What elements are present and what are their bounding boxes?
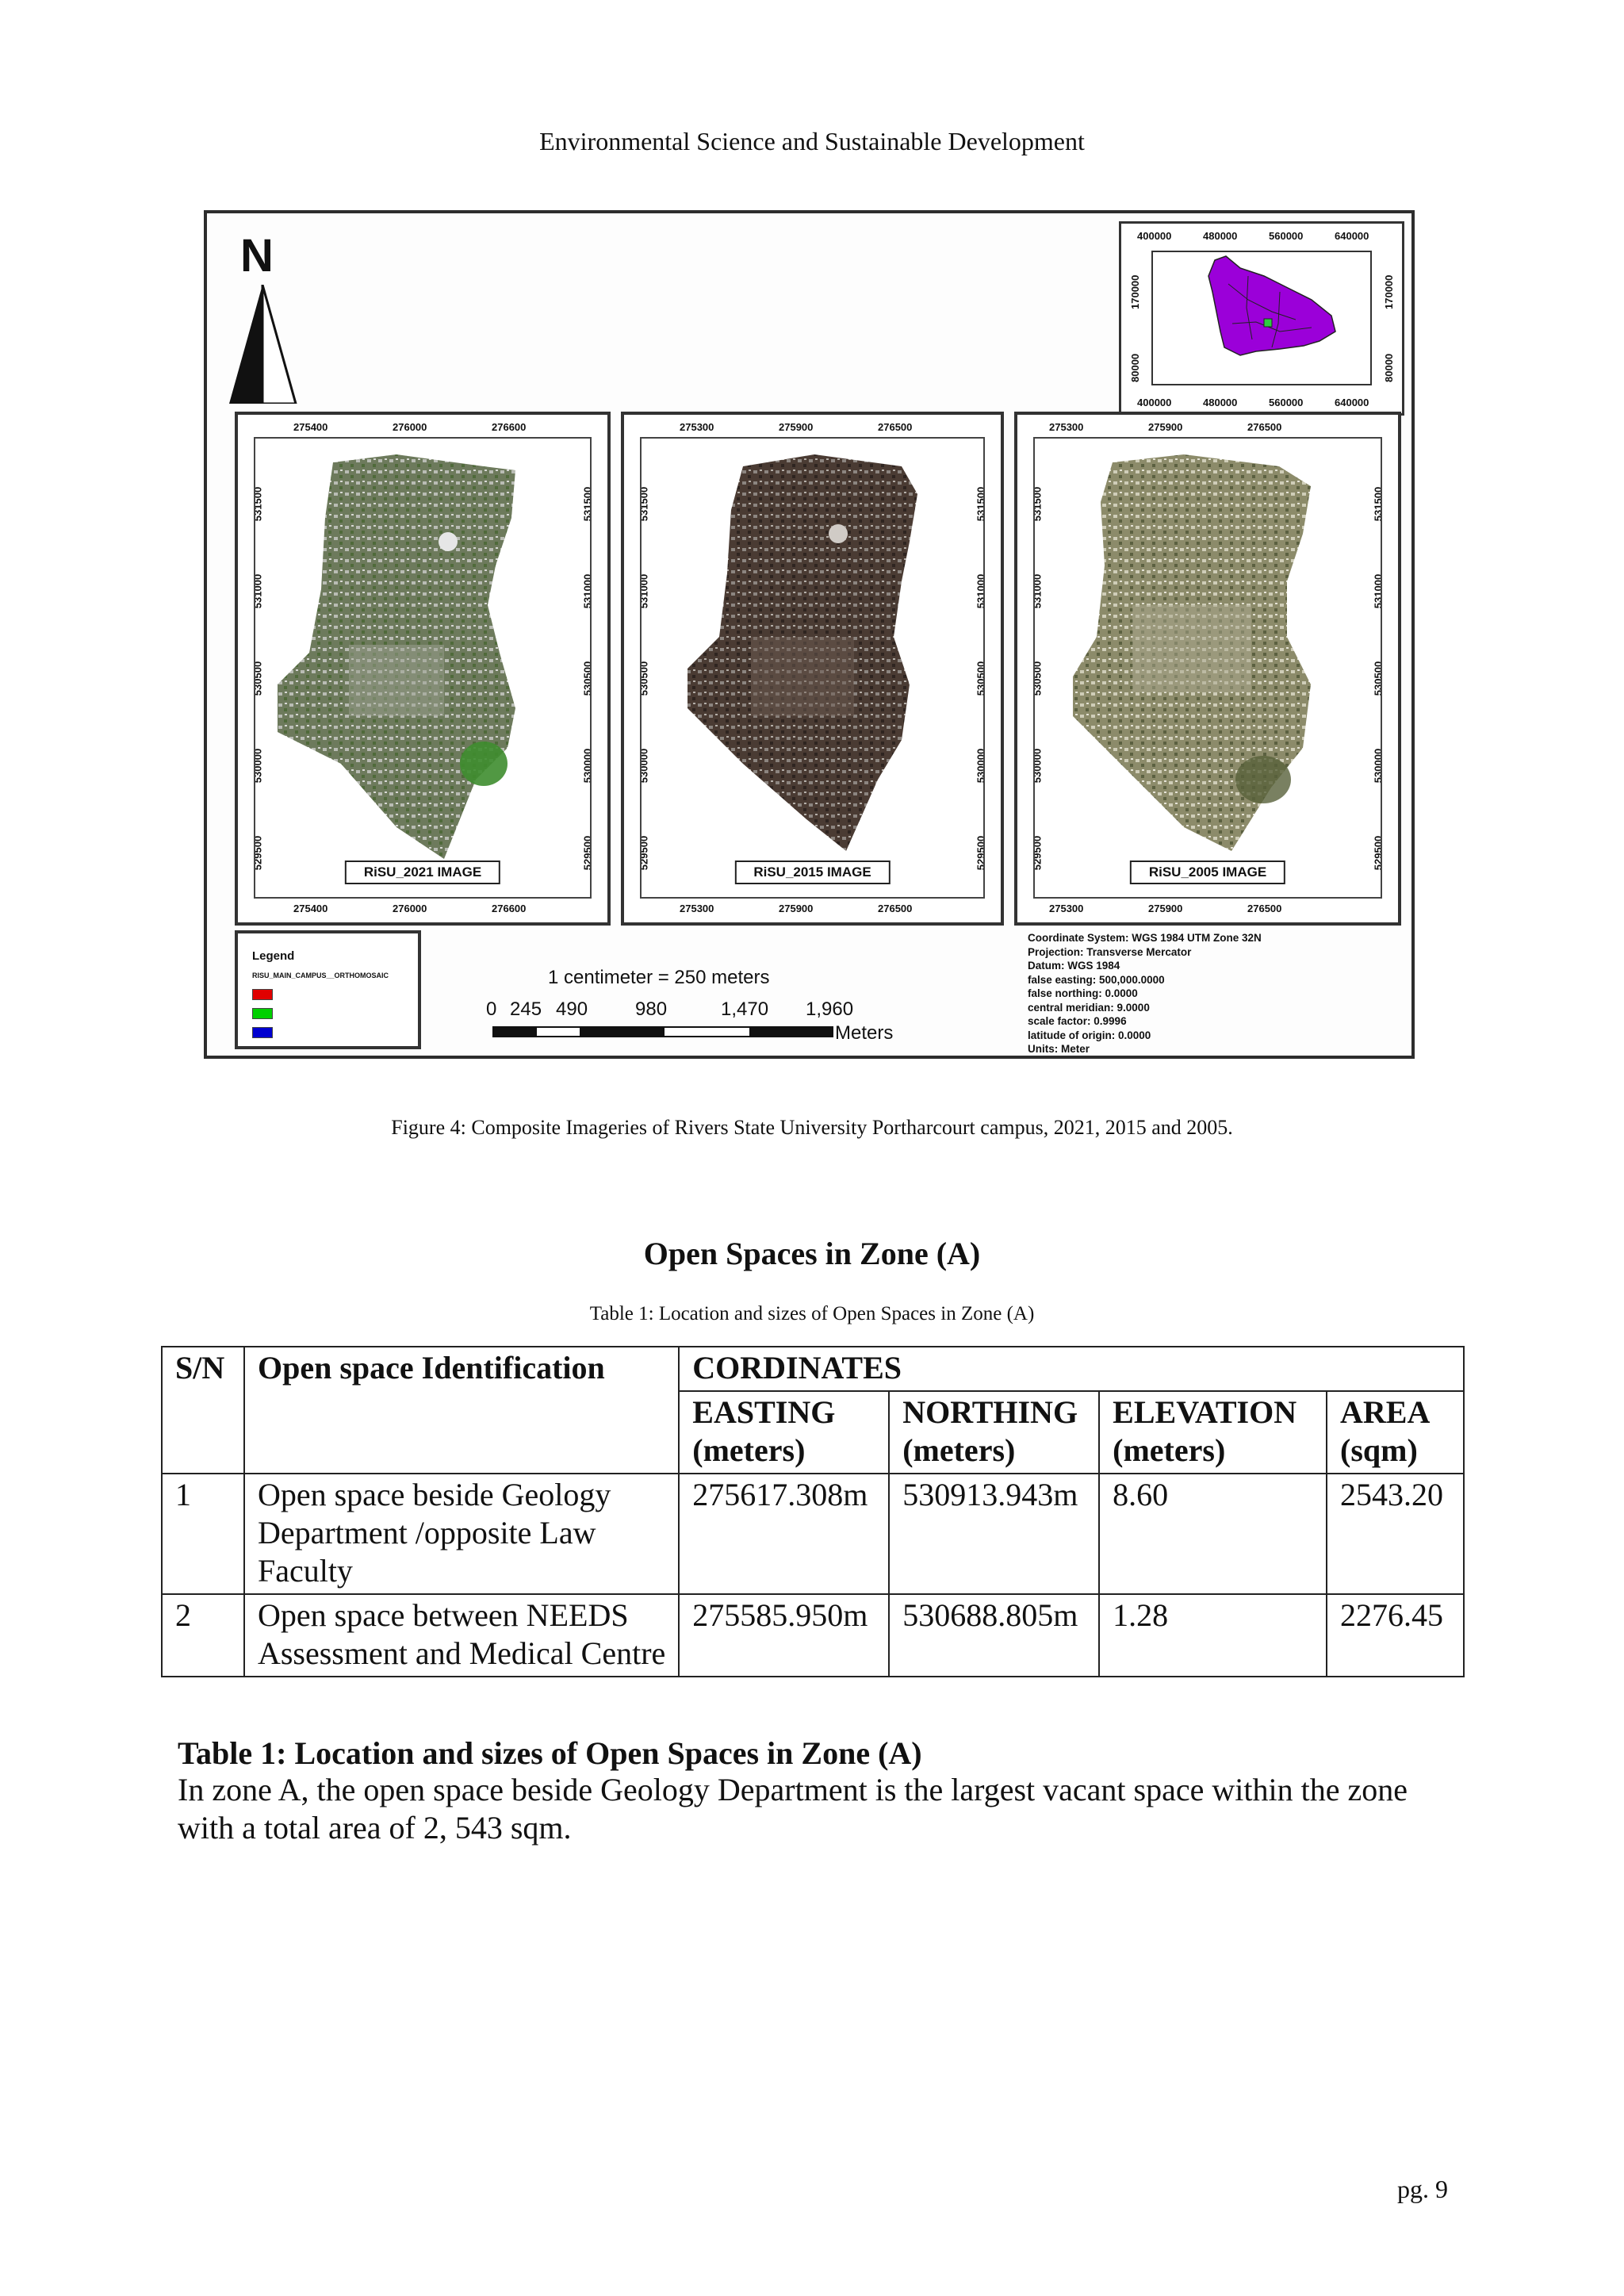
x-tick: 275300 xyxy=(1049,421,1084,433)
y-tick: 529500 xyxy=(251,835,264,871)
map-legend xyxy=(235,930,421,1049)
scale-label: 0 xyxy=(486,999,497,1020)
inset-y-tick: 170000 xyxy=(1383,274,1395,309)
header-sn: S/N xyxy=(162,1347,244,1474)
y-tick: 530000 xyxy=(251,748,264,784)
cell-elevation: 1.28 xyxy=(1099,1594,1327,1677)
x-tick: 275900 xyxy=(779,903,814,914)
cell-identification: Open space beside Geology Department /opposite Law Faculty xyxy=(244,1474,679,1594)
north-arrow-icon xyxy=(223,285,302,404)
scale-label: 245 xyxy=(510,999,542,1020)
cell-area: 2276.45 xyxy=(1327,1594,1464,1677)
x-tick: 276500 xyxy=(878,421,913,433)
y-tick: 531500 xyxy=(1372,486,1385,522)
y-tick: 531000 xyxy=(1031,573,1044,609)
running-header: Environmental Science and Sustainable Development xyxy=(539,127,1085,155)
y-tick: 530500 xyxy=(1031,661,1044,696)
y-tick: 529500 xyxy=(975,835,987,871)
cell-sn: 1 xyxy=(162,1474,244,1594)
y-tick: 531500 xyxy=(1031,486,1044,522)
section-title: Open Spaces in Zone (A) xyxy=(643,1236,981,1271)
x-tick: 276500 xyxy=(878,903,913,914)
x-tick: 276000 xyxy=(393,903,427,914)
y-tick: 530500 xyxy=(581,661,594,696)
page-number: pg. 9 xyxy=(1397,2175,1448,2203)
table-row xyxy=(162,1594,1464,1677)
y-tick: 530500 xyxy=(1372,661,1385,696)
y-tick: 531500 xyxy=(251,486,264,522)
coord-line: false northing: 0.0000 xyxy=(1028,987,1138,999)
y-tick: 529500 xyxy=(638,835,650,871)
inset-x-tick-top: 480000 xyxy=(1203,230,1238,242)
x-tick: 276600 xyxy=(492,903,527,914)
y-tick: 531000 xyxy=(638,573,650,609)
y-tick: 531000 xyxy=(581,573,594,609)
legend-swatch-red xyxy=(252,989,273,1000)
x-tick: 275300 xyxy=(680,421,714,433)
coord-line: scale factor: 0.9996 xyxy=(1028,1015,1127,1027)
panel-label: RiSU_2021 IMAGE xyxy=(345,861,500,884)
cell-elevation: 8.60 xyxy=(1099,1474,1327,1594)
x-tick: 276500 xyxy=(1247,421,1282,433)
inset-x-tick-bottom: 480000 xyxy=(1203,397,1238,408)
table-caption: Table 1: Location and sizes of Open Spaces in Zone (A) xyxy=(589,1303,1035,1324)
x-tick: 275900 xyxy=(1148,903,1183,914)
coord-line: Units: Meter xyxy=(1028,1043,1090,1055)
coordinate-system-info xyxy=(1028,931,1400,1056)
inset-x-tick-bottom: 560000 xyxy=(1269,397,1304,408)
y-tick: 531000 xyxy=(251,573,264,609)
north-arrow xyxy=(223,229,310,404)
panel-label: RiSU_2005 IMAGE xyxy=(1130,861,1285,884)
panel-label: RiSU_2015 IMAGE xyxy=(734,861,890,884)
inset-location-map xyxy=(1119,221,1404,416)
legend-swatch-blue xyxy=(252,1027,273,1038)
y-tick: 531000 xyxy=(1372,573,1385,609)
y-tick: 530000 xyxy=(975,748,987,784)
legend-swatch-green xyxy=(252,1008,273,1019)
inset-x-tick-top: 640000 xyxy=(1335,230,1369,242)
scale-label: 980 xyxy=(635,999,668,1020)
header-identification: Open space Identification xyxy=(244,1347,679,1474)
inset-x-tick-top: 400000 xyxy=(1137,230,1172,242)
x-tick: 276600 xyxy=(492,421,527,433)
cell-identification: Open space between NEEDS Assessment and Medical Centre xyxy=(244,1594,679,1677)
header-northing: NORTHING (meters) xyxy=(889,1391,1099,1474)
figure-caption: Figure 4: Composite Imageries of Rivers State University Portharcourt campus, 2021, 2015 and 2005. xyxy=(391,1116,1233,1139)
cell-easting: 275617.308m xyxy=(679,1474,889,1594)
y-tick: 531500 xyxy=(975,486,987,522)
coord-line: false easting: 500,000.0000 xyxy=(1028,973,1165,986)
scale-unit: Meters xyxy=(835,1022,894,1044)
y-tick: 530000 xyxy=(638,748,650,784)
map-panel-2005 xyxy=(1014,412,1401,926)
inset-x-tick-top: 560000 xyxy=(1269,230,1304,242)
table-row xyxy=(162,1474,1464,1594)
scale-label: 1,470 xyxy=(721,999,769,1020)
rivers-state-shape xyxy=(1153,252,1370,384)
x-tick: 276500 xyxy=(1247,903,1282,914)
inset-map-frame xyxy=(1151,251,1372,385)
legend-subtitle: RISU_MAIN_CAMPUS__ORTHOMOSAIC xyxy=(252,972,389,979)
inset-x-tick-bottom: 400000 xyxy=(1137,397,1172,408)
inset-x-tick-bottom: 640000 xyxy=(1335,397,1369,408)
legend-title: Legend xyxy=(252,949,295,963)
scale-caption: 1 centimeter = 250 meters xyxy=(548,967,770,988)
x-tick: 275900 xyxy=(1148,421,1183,433)
y-tick: 531500 xyxy=(581,486,594,522)
cell-sn: 2 xyxy=(162,1594,244,1677)
table-note-title: Table 1: Location and sizes of Open Spaces in Zone (A) xyxy=(178,1735,922,1771)
x-tick: 275300 xyxy=(1049,903,1084,914)
header-area: AREA (sqm) xyxy=(1327,1391,1464,1474)
y-tick: 530000 xyxy=(581,748,594,784)
table-header-row xyxy=(162,1347,1464,1391)
y-tick: 530000 xyxy=(1372,748,1385,784)
coord-line: Datum: WGS 1984 xyxy=(1028,960,1120,972)
north-letter: N xyxy=(240,230,274,282)
table-note-body: In zone A, the open space beside Geology Department is the largest vacant space within the zone with a total area of 2, 543 sqm. xyxy=(178,1772,1408,1846)
cell-easting: 275585.950m xyxy=(679,1594,889,1677)
header-easting: EASTING (meters) xyxy=(679,1391,889,1474)
inset-y-tick: 80000 xyxy=(1129,353,1141,382)
map-panel-2021 xyxy=(235,412,611,926)
cell-northing: 530688.805m xyxy=(889,1594,1099,1677)
header-coordinates: CORDINATES xyxy=(679,1347,1464,1391)
coord-line: Coordinate System: WGS 1984 UTM Zone 32N xyxy=(1028,932,1262,944)
coord-line: latitude of origin: 0.0000 xyxy=(1028,1029,1151,1041)
y-tick: 530500 xyxy=(975,661,987,696)
open-spaces-table xyxy=(161,1346,1465,1677)
y-tick: 530500 xyxy=(638,661,650,696)
inset-y-tick: 170000 xyxy=(1129,274,1141,309)
x-tick: 275400 xyxy=(293,903,328,914)
campus-imagery-2021 xyxy=(278,447,571,875)
composite-map-figure xyxy=(204,210,1415,1059)
y-tick: 529500 xyxy=(1372,835,1385,871)
cell-northing: 530913.943m xyxy=(889,1474,1099,1594)
campus-imagery-2005 xyxy=(1057,447,1362,875)
coord-line: Projection: Transverse Mercator xyxy=(1028,945,1192,958)
cell-area: 2543.20 xyxy=(1327,1474,1464,1594)
x-tick: 275400 xyxy=(293,421,328,433)
x-tick: 275900 xyxy=(779,421,814,433)
scale-label: 490 xyxy=(556,999,588,1020)
scale-bar xyxy=(486,967,905,1054)
y-tick: 530500 xyxy=(251,661,264,696)
y-tick: 529500 xyxy=(581,835,594,871)
header-elevation: ELEVATION (meters) xyxy=(1099,1391,1327,1474)
y-tick: 530000 xyxy=(1031,748,1044,784)
x-tick: 276000 xyxy=(393,421,427,433)
campus-imagery-2015 xyxy=(664,447,965,875)
x-tick: 275300 xyxy=(680,903,714,914)
y-tick: 531500 xyxy=(638,486,650,522)
y-tick: 529500 xyxy=(1031,835,1044,871)
map-panel-2015 xyxy=(621,412,1004,926)
y-tick: 531000 xyxy=(975,573,987,609)
coord-line: central meridian: 9.0000 xyxy=(1028,1001,1150,1014)
scale-bar-graphic xyxy=(492,1026,833,1037)
scale-label: 1,960 xyxy=(806,999,854,1020)
inset-y-tick: 80000 xyxy=(1383,353,1395,382)
